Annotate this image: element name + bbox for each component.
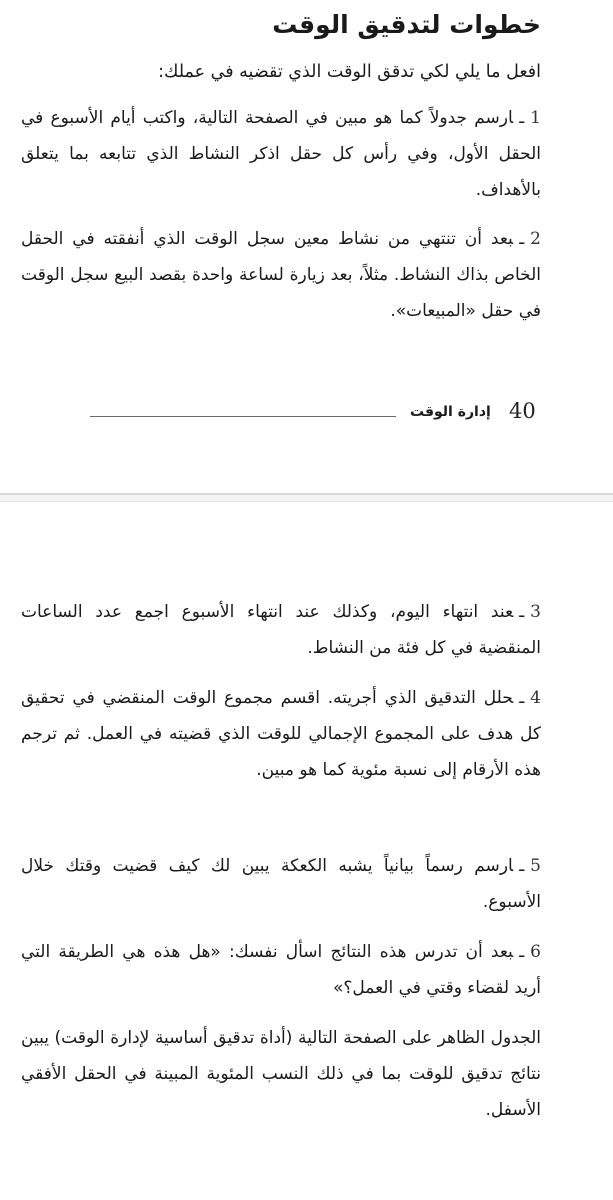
step-1 [21,100,541,208]
page-heading: خطوات لتدقيق الوقت [272,10,541,39]
running-title: إدارة الوقت [410,404,491,420]
page-separator [0,493,613,502]
footer-rule [90,416,396,417]
step-text: حلل التدقيق الذي أجريته. اقسم مجموع الوقت المنقضي في تحقيق كل هدف على المجموع الإجمالي للوقت الذي قضيته في العمل. ثم ترجم هذه الأرقام إلى نسبة مئوية كما هو مبين. [21,688,541,780]
step-number: 2 [530,229,541,249]
step-number: 5 [530,856,541,876]
step-text: عند انتهاء اليوم، وكذلك عند انتهاء الأسبوع اجمع عدد الساعات المنقضية في كل فئة من النشاط. [21,602,541,658]
step-6 [21,934,541,1006]
intro-line: افعل ما يلي لكي تدقق الوقت الذي تقضيه في عملك: [158,62,541,82]
step-dash: ـ [519,942,525,962]
step-number: 3 [530,602,541,622]
step-4 [21,680,541,788]
step-number: 6 [530,942,541,962]
step-5 [21,848,541,920]
step-text: بعد أن تدرس هذه النتائج اسأل نفسك: «هل هذه هي الطريقة التي أريد لقضاء وقتي في العمل؟» [21,942,541,998]
step-2 [21,221,541,329]
page-number: 40 [509,399,536,423]
step-dash: ـ [519,229,525,249]
step-number: 1 [530,108,541,128]
closing-paragraph: الجدول الظاهر على الصفحة التالية (أداة تدقيق أساسية لإدارة الوقت) يبين نتائج تدقيق للوقت بما في ذلك النسب المئوية المبينة في الحقل الأفقي الأسفل. [21,1028,541,1120]
book-page-top [0,0,613,493]
step-number: 4 [530,688,541,708]
step-text: بعد أن تنتهي من نشاط معين سجل الوقت الذي أنفقته في الحقل الخاص بذاك النشاط. مثلاً، بعد زيارة لساعة واحدة بقصد البيع سجل الوقت في حقل «المبيعات». [21,229,541,321]
book-page-bottom [0,502,613,1200]
step-dash: ـ [519,108,525,128]
step-dash: ـ [519,602,525,622]
step-text: ارسم جدولاً كما هو مبين في الصفحة التالية، واكتب أيام الأسبوع في الحقل الأول، وفي رأس كل حقل اذكر النشاط الذي تتابعه بما يتعلق بالأهداف. [21,108,541,200]
step-3 [21,594,541,666]
step-dash: ـ [519,856,525,876]
step-text: ارسم رسماً بيانياً يشبه الكعكة يبين لك كيف قضيت وقتك خلال الأسبوع. [21,856,541,912]
step-dash: ـ [519,688,525,708]
